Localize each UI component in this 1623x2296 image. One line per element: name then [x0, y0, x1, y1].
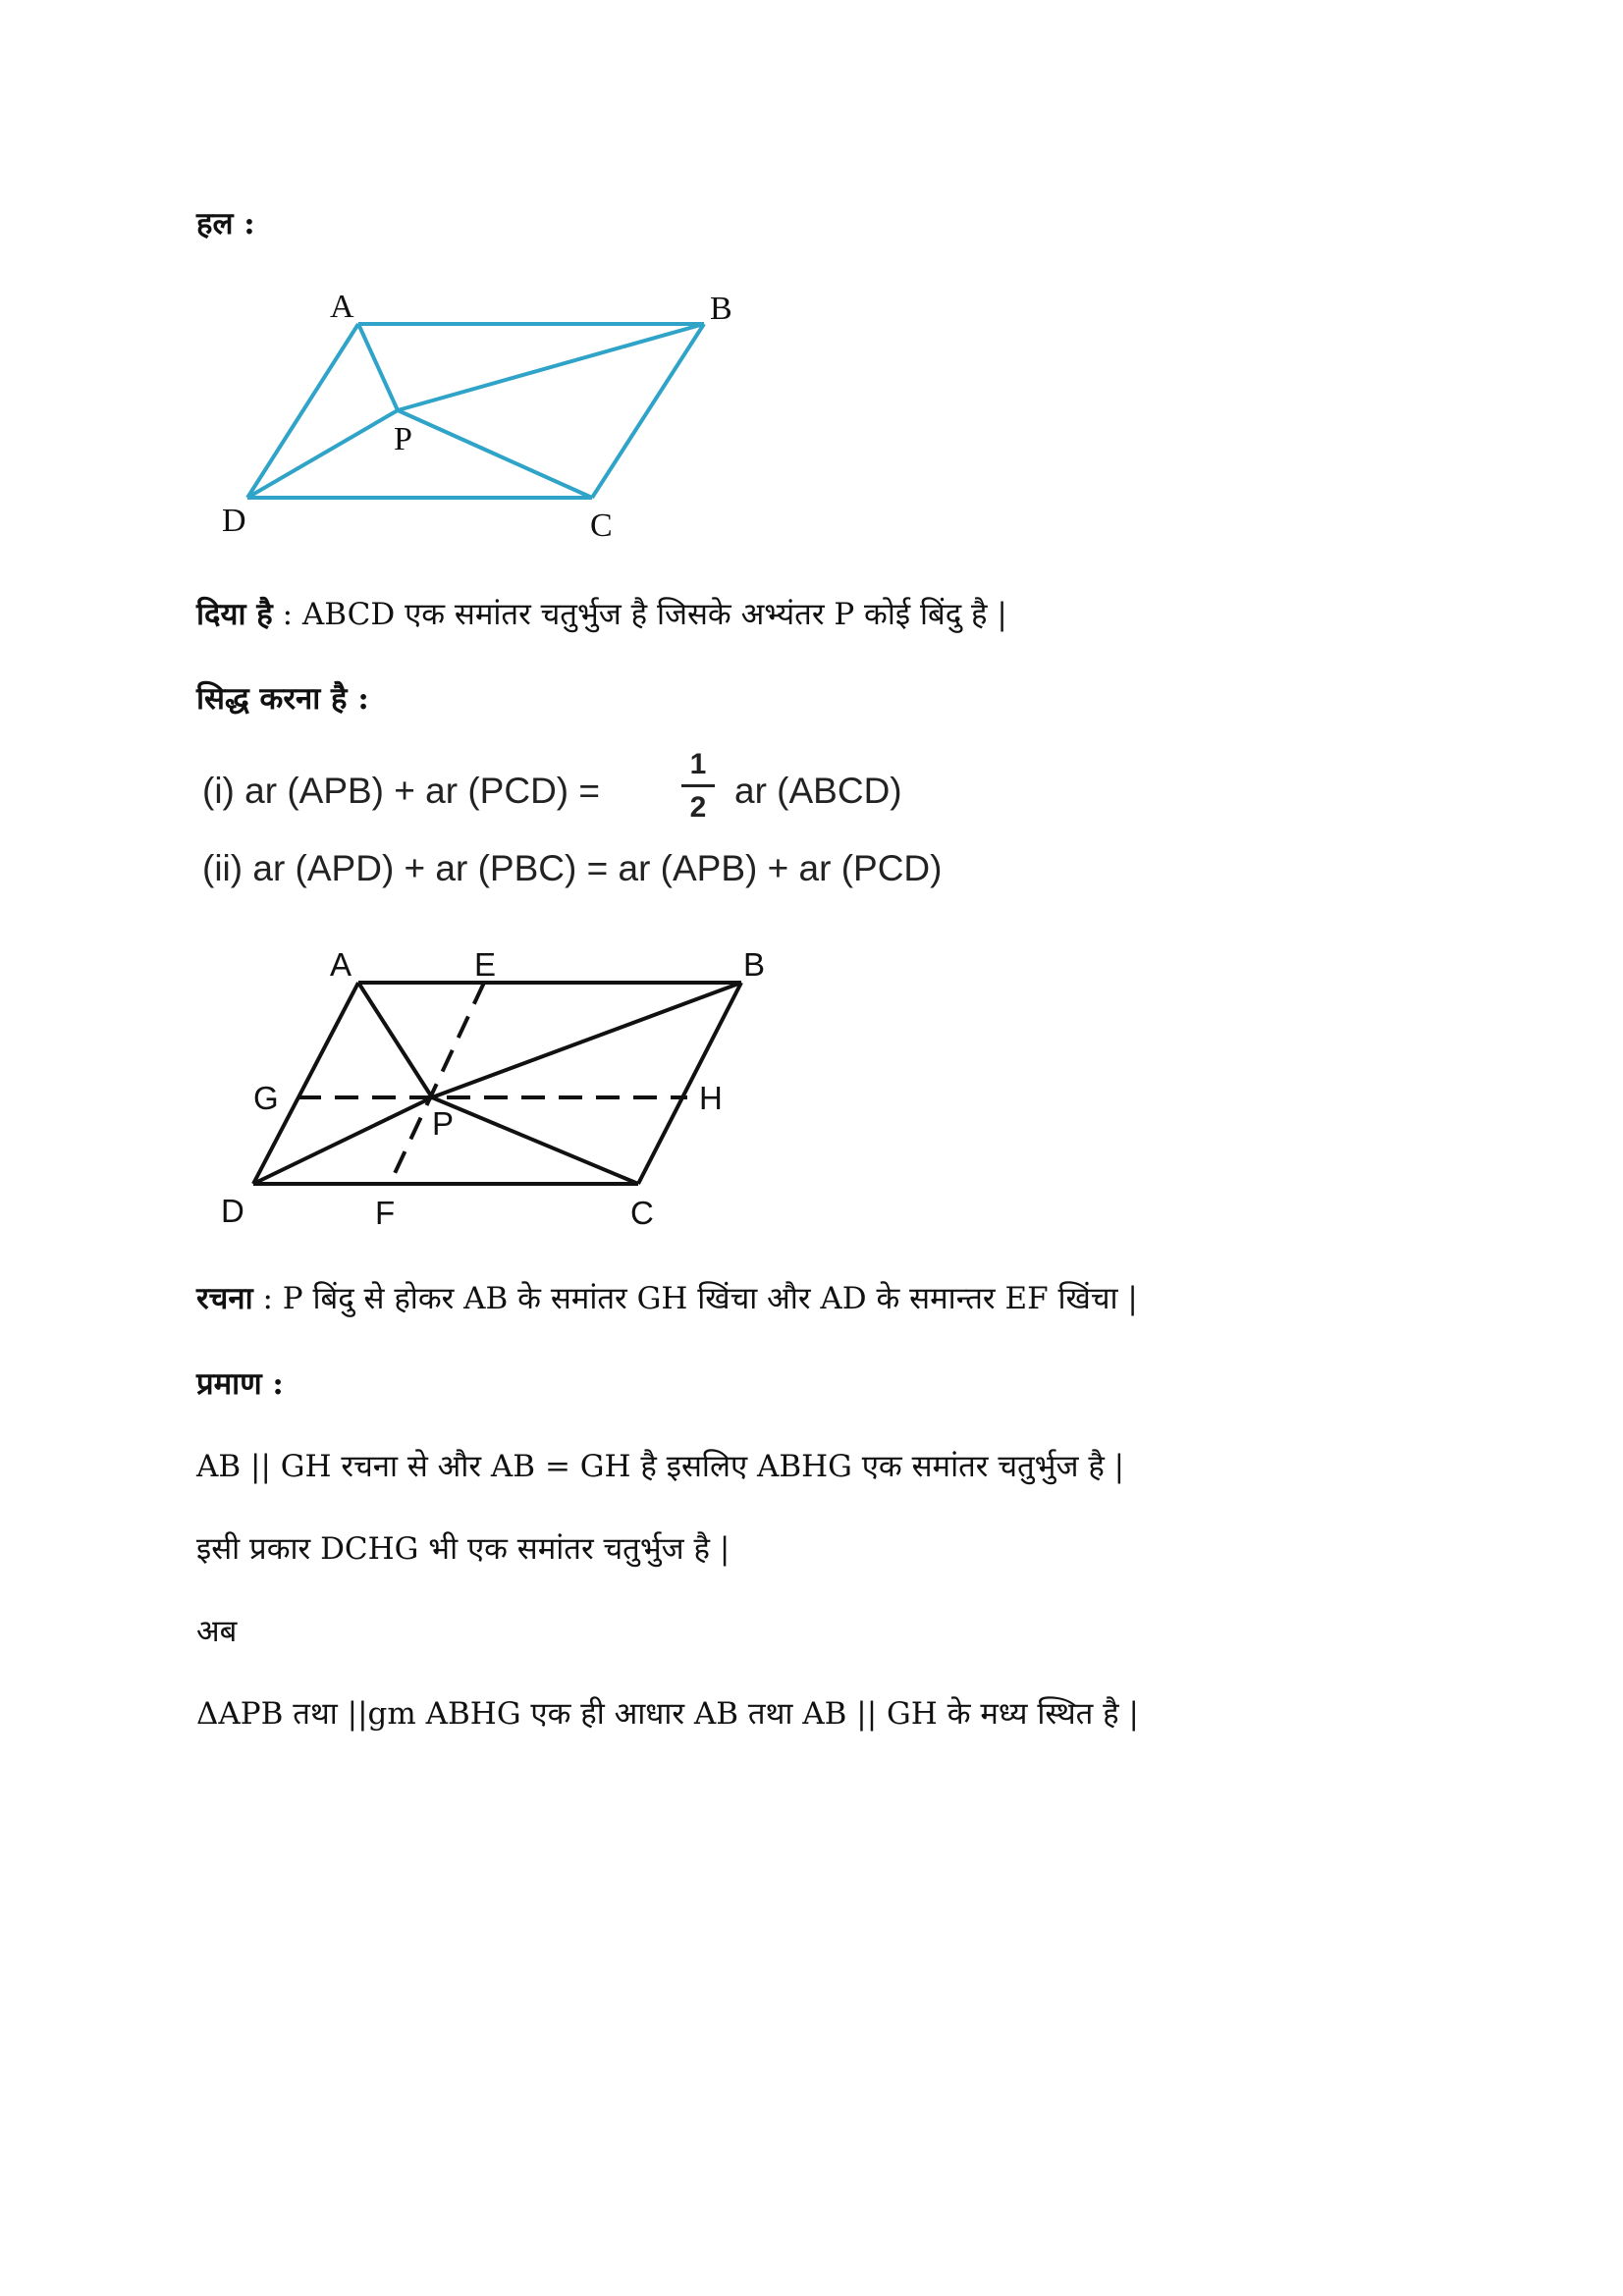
proof-line-1: AB || GH रचना से और AB = GH है इसलिए ABHG एक समांतर चतुर्भुज है | [196, 1449, 1125, 1484]
to-prove-label: सिद्ध करना है [196, 681, 348, 717]
edge-da [247, 324, 358, 498]
segment2-pa [358, 983, 432, 1097]
label2-d: D [221, 1193, 244, 1229]
given-statement [196, 595, 1007, 634]
fraction-one-half [681, 748, 715, 830]
edge2-bc [638, 983, 741, 1184]
label-c: C [590, 507, 613, 544]
fraction-bar [681, 784, 715, 787]
proof-line-2: इसी प्रकार DCHG भी एक समांतर चतुर्भुज है | [196, 1531, 730, 1567]
figure1-lines [247, 324, 704, 498]
label2-c: C [630, 1195, 654, 1231]
segment2-pb [432, 983, 741, 1097]
fraction-numerator: 1 [689, 748, 707, 780]
proof-line-3: अब [196, 1614, 238, 1649]
construction-statement [196, 1279, 1138, 1318]
segment-pa [358, 324, 398, 410]
construction-text: : P बिंदु से होकर AB के समांतर GH खिंचा और AD के समान्तर EF खिंचा | [252, 1281, 1138, 1316]
given-label: दिया है [196, 597, 273, 632]
solution-heading: हल : [196, 206, 255, 241]
fraction-denominator: 2 [689, 791, 707, 824]
proof-heading: प्रमाण : [196, 1366, 284, 1402]
construction-label: रचना [196, 1281, 253, 1316]
label2-p: P [432, 1105, 455, 1142]
label-a: A [330, 289, 354, 325]
segment2-pd [253, 1097, 432, 1184]
label-d: D [222, 503, 246, 539]
proof-line-4: ΔAPB तथा ||gm ABHG एक ही आधार AB तथा AB || GH के मध्य स्थित है | [196, 1696, 1139, 1732]
segment-pd [247, 410, 398, 498]
label2-h: H [699, 1080, 723, 1116]
segment-pc [398, 410, 592, 498]
segment2-pc [432, 1097, 638, 1184]
label2-a: A [330, 946, 352, 983]
label2-b: B [743, 946, 766, 983]
label-b: B [710, 291, 732, 327]
to-prove-heading: सिद्ध करना है : [196, 681, 369, 717]
equation-1-left: (i) ar (APB) + ar (PCD) = [202, 771, 600, 811]
label-p: P [394, 421, 412, 457]
figure2-lines [253, 983, 741, 1184]
given-text: : ABCD एक समांतर चतुर्भुज है जिसके अभ्यंतर P कोई बिंदु है | [272, 597, 1007, 632]
proof-label: प्रमाण [196, 1366, 262, 1402]
label2-g: G [253, 1080, 279, 1116]
label2-f: F [375, 1195, 396, 1231]
label2-e: E [474, 946, 497, 983]
equation-1-right: ar (ABCD) [734, 771, 902, 811]
equation-2: (ii) ar (APD) + ar (PBC) = ar (APB) + ar (PCD) [202, 848, 943, 888]
